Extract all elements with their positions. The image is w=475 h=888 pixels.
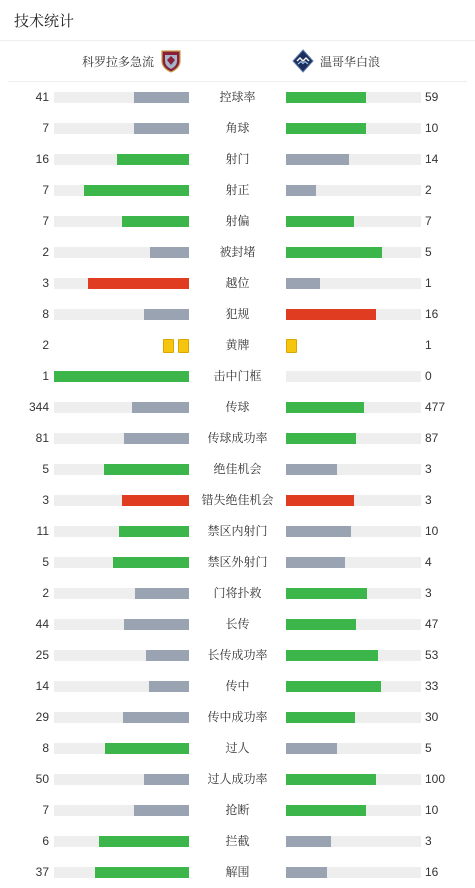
stat-row xyxy=(0,795,475,826)
away-stat-value: 16 xyxy=(425,865,439,879)
stat-row xyxy=(0,454,475,485)
home-stat-bar-fill xyxy=(149,681,190,692)
away-stat-bar xyxy=(286,433,421,444)
away-stat-bar xyxy=(286,92,421,103)
away-stat-value: 10 xyxy=(425,121,439,135)
away-stat-bar xyxy=(286,650,421,661)
stat-label: 犯规 xyxy=(225,307,250,321)
stat-label: 错失绝佳机会 xyxy=(201,493,274,507)
away-stat-bar-fill xyxy=(286,588,367,599)
home-stat-bar-fill xyxy=(144,774,189,785)
home-stat-bar-fill xyxy=(122,216,190,227)
stat-label: 击中门框 xyxy=(213,369,262,383)
away-stat-value: 59 xyxy=(425,90,439,104)
home-stat-value: 7 xyxy=(42,214,49,228)
home-stat-bar-fill xyxy=(54,371,189,382)
stat-row xyxy=(0,733,475,764)
away-stat-bar-fill xyxy=(286,836,331,847)
stat-label: 绝佳机会 xyxy=(213,462,262,476)
stat-label: 门将扑救 xyxy=(213,586,262,600)
away-stat-bar xyxy=(286,867,421,878)
home-stat-bar xyxy=(54,154,189,165)
home-stat-bar xyxy=(54,247,189,258)
stat-row xyxy=(0,299,475,330)
stat-row xyxy=(0,671,475,702)
stat-row xyxy=(0,175,475,206)
away-stat-bar xyxy=(286,154,421,165)
home-stat-bar xyxy=(54,402,189,413)
stat-row xyxy=(0,857,475,888)
away-stat-value: 5 xyxy=(425,245,432,259)
away-stat-value: 0 xyxy=(425,369,432,383)
away-stat-bar-fill xyxy=(286,433,356,444)
away-stat-value: 3 xyxy=(425,834,432,848)
home-stat-bar-fill xyxy=(150,247,189,258)
away-yellow-cards xyxy=(286,339,297,352)
home-stat-bar-fill xyxy=(134,92,189,103)
home-stat-bar xyxy=(54,774,189,785)
stat-label: 解围 xyxy=(225,865,250,879)
home-stat-bar-fill xyxy=(132,402,189,413)
stat-row xyxy=(0,764,475,795)
stat-row xyxy=(0,330,475,361)
stat-row xyxy=(0,237,475,268)
away-stat-bar-fill xyxy=(286,650,378,661)
home-stat-value: 44 xyxy=(35,617,49,631)
away-stat-bar-fill xyxy=(286,774,376,785)
home-stat-bar-fill xyxy=(105,743,189,754)
stat-label: 黄牌 xyxy=(225,338,250,352)
home-stat-bar xyxy=(54,867,189,878)
stat-label: 射偏 xyxy=(225,214,250,228)
stat-label: 禁区内射门 xyxy=(207,524,268,538)
away-stat-bar-fill xyxy=(286,712,355,723)
stat-label: 传球 xyxy=(225,400,250,414)
away-stat-value: 3 xyxy=(425,462,432,476)
stat-label: 过人 xyxy=(225,741,250,755)
home-stat-value: 8 xyxy=(42,307,49,321)
home-team xyxy=(82,49,182,73)
home-stat-bar xyxy=(54,433,189,444)
home-stat-value: 11 xyxy=(36,524,49,538)
home-stat-value: 7 xyxy=(42,121,49,135)
away-stat-bar xyxy=(286,836,421,847)
home-stat-bar-fill xyxy=(122,495,190,506)
stat-row xyxy=(0,206,475,237)
away-stat-value: 2 xyxy=(425,183,432,197)
stat-label: 传球成功率 xyxy=(207,431,268,445)
home-stat-bar xyxy=(54,123,189,134)
home-stat-bar xyxy=(54,712,189,723)
stat-row xyxy=(0,547,475,578)
away-stat-value: 3 xyxy=(425,493,432,507)
home-stat-bar-fill xyxy=(124,433,189,444)
yellow-card-icon xyxy=(286,339,297,353)
home-team-name: 科罗拉多急流 xyxy=(81,54,154,69)
home-stat-value: 37 xyxy=(35,865,49,879)
away-stat-value: 47 xyxy=(425,617,439,631)
away-stat-bar xyxy=(286,402,421,413)
home-stat-value: 1 xyxy=(42,369,49,383)
colorado-rapids-crest-icon xyxy=(160,49,182,73)
home-stat-bar-fill xyxy=(144,309,189,320)
away-stat-bar-fill xyxy=(286,216,354,227)
away-stat-value: 1 xyxy=(425,338,432,352)
stat-row xyxy=(0,392,475,423)
home-stat-bar-fill xyxy=(146,650,189,661)
stat-row xyxy=(0,268,475,299)
away-stat-bar xyxy=(286,216,421,227)
away-stat-bar xyxy=(286,185,421,196)
stat-label: 长传成功率 xyxy=(207,648,268,662)
stat-label: 传中成功率 xyxy=(207,710,268,724)
stat-row xyxy=(0,82,475,113)
home-stat-bar xyxy=(54,216,189,227)
home-stat-bar xyxy=(54,681,189,692)
away-stat-bar-fill xyxy=(286,619,356,630)
away-stat-value: 10 xyxy=(425,803,439,817)
away-stat-value: 1 xyxy=(425,276,432,290)
home-stat-value: 29 xyxy=(35,710,49,724)
home-stat-bar xyxy=(54,526,189,537)
away-stat-bar-fill xyxy=(286,154,349,165)
home-stat-value: 81 xyxy=(35,431,49,445)
away-stat-bar-fill xyxy=(286,526,351,537)
away-stat-value: 477 xyxy=(425,400,446,414)
home-stat-value: 7 xyxy=(42,803,49,817)
stat-row xyxy=(0,609,475,640)
away-stat-bar-fill xyxy=(286,402,364,413)
stat-label: 射正 xyxy=(225,183,250,197)
away-stat-bar xyxy=(286,247,421,258)
home-stat-bar-fill xyxy=(117,154,189,165)
home-stat-value: 7 xyxy=(42,183,49,197)
home-stat-bar xyxy=(54,92,189,103)
home-stat-bar-fill xyxy=(99,836,189,847)
stat-row xyxy=(0,144,475,175)
stat-label: 控球率 xyxy=(219,90,256,104)
away-stat-value: 87 xyxy=(425,431,439,445)
away-stat-value: 7 xyxy=(425,214,432,228)
away-stat-value: 16 xyxy=(425,307,439,321)
stat-label: 射门 xyxy=(225,152,250,166)
home-stat-value: 50 xyxy=(35,772,49,786)
home-stat-value: 3 xyxy=(42,493,49,507)
away-stat-bar xyxy=(286,619,421,630)
away-team xyxy=(292,49,380,73)
home-stat-value: 5 xyxy=(42,462,49,476)
away-stat-bar-fill xyxy=(286,185,316,196)
away-stat-bar xyxy=(286,681,421,692)
away-stat-bar xyxy=(286,774,421,785)
away-stat-bar xyxy=(286,123,421,134)
home-stat-bar-fill xyxy=(95,867,190,878)
away-stat-bar xyxy=(286,464,421,475)
away-stat-bar xyxy=(286,712,421,723)
away-stat-value: 10 xyxy=(425,524,439,538)
home-stat-value: 16 xyxy=(35,152,49,166)
away-stat-bar xyxy=(286,805,421,816)
away-stat-value: 53 xyxy=(425,648,439,662)
stat-row xyxy=(0,361,475,392)
away-stat-bar xyxy=(286,278,421,289)
stat-label: 角球 xyxy=(225,121,250,135)
away-stat-value: 30 xyxy=(425,710,439,724)
stat-row xyxy=(0,578,475,609)
away-team-name: 温哥华白浪 xyxy=(320,54,381,69)
stat-label: 拦截 xyxy=(225,834,250,848)
home-stat-bar-fill xyxy=(124,619,189,630)
home-stat-bar-fill xyxy=(88,278,189,289)
stat-label: 被封堵 xyxy=(219,245,256,259)
away-stat-bar xyxy=(286,526,421,537)
away-stat-value: 33 xyxy=(425,679,439,693)
home-stat-bar xyxy=(54,650,189,661)
away-stat-bar xyxy=(286,557,421,568)
stat-row xyxy=(0,826,475,857)
home-stat-bar xyxy=(54,464,189,475)
away-stat-value: 100 xyxy=(425,772,446,786)
stat-row xyxy=(0,640,475,671)
away-stat-bar-fill xyxy=(286,495,354,506)
home-stat-value: 8 xyxy=(42,741,49,755)
home-stat-value: 2 xyxy=(42,245,49,259)
team-header xyxy=(8,41,467,82)
stat-label: 越位 xyxy=(225,276,250,290)
stats-list xyxy=(0,82,475,888)
home-stat-bar-fill xyxy=(104,464,189,475)
stat-label: 抢断 xyxy=(225,803,250,817)
away-stat-bar-fill xyxy=(286,557,345,568)
vancouver-whitecaps-crest-icon xyxy=(292,49,314,73)
away-stat-value: 14 xyxy=(425,152,439,166)
yellow-card-icon xyxy=(163,339,174,353)
home-stat-bar xyxy=(54,557,189,568)
home-stat-value: 14 xyxy=(35,679,49,693)
away-stat-bar-fill xyxy=(286,867,327,878)
home-stat-value: 6 xyxy=(42,834,49,848)
away-stat-bar xyxy=(286,309,421,320)
away-stat-bar-fill xyxy=(286,123,366,134)
away-stat-bar xyxy=(286,371,421,382)
stat-row xyxy=(0,516,475,547)
stat-row xyxy=(0,485,475,516)
section-header xyxy=(0,0,475,41)
home-stat-bar xyxy=(54,619,189,630)
home-stat-bar-fill xyxy=(134,123,189,134)
home-stat-bar xyxy=(54,743,189,754)
yellow-card-icon xyxy=(178,339,189,353)
away-stat-bar xyxy=(286,743,421,754)
page-title: 技术统计 xyxy=(14,12,75,30)
away-stat-bar-fill xyxy=(286,278,320,289)
home-stat-bar xyxy=(54,309,189,320)
stat-label: 传中 xyxy=(225,679,250,693)
home-stat-bar xyxy=(54,371,189,382)
home-stat-bar-fill xyxy=(84,185,189,196)
away-stat-bar-fill xyxy=(286,805,366,816)
away-stat-value: 3 xyxy=(425,586,432,600)
home-stat-value: 5 xyxy=(42,555,49,569)
away-stat-bar-fill xyxy=(286,464,337,475)
home-stat-bar-fill xyxy=(119,526,189,537)
stat-row xyxy=(0,702,475,733)
home-stat-bar-fill xyxy=(135,588,189,599)
home-stat-bar xyxy=(54,495,189,506)
home-stat-value: 2 xyxy=(42,338,49,352)
home-stat-bar xyxy=(54,805,189,816)
home-stat-value: 41 xyxy=(35,90,49,104)
home-stat-bar-fill xyxy=(123,712,189,723)
away-stat-bar-fill xyxy=(286,681,381,692)
away-stat-value: 4 xyxy=(425,555,432,569)
away-stat-bar-fill xyxy=(286,743,337,754)
stat-row xyxy=(0,423,475,454)
home-stat-value: 2 xyxy=(42,586,49,600)
away-stat-bar-fill xyxy=(286,247,382,258)
stat-label: 过人成功率 xyxy=(207,772,268,786)
home-stat-bar xyxy=(54,588,189,599)
home-stat-value: 344 xyxy=(28,400,49,414)
home-stat-bar xyxy=(54,836,189,847)
home-stat-bar-fill xyxy=(134,805,189,816)
home-stat-value: 25 xyxy=(35,648,49,662)
away-stat-value: 5 xyxy=(425,741,432,755)
away-stat-bar xyxy=(286,495,421,506)
stat-label: 长传 xyxy=(225,617,250,631)
home-stat-bar xyxy=(54,278,189,289)
away-stat-bar xyxy=(286,588,421,599)
stat-label: 禁区外射门 xyxy=(207,555,268,569)
home-yellow-cards xyxy=(163,339,189,352)
away-stat-bar-fill xyxy=(286,92,366,103)
home-stat-value: 3 xyxy=(42,276,49,290)
stat-row xyxy=(0,113,475,144)
home-stat-bar-fill xyxy=(113,557,189,568)
home-stat-bar xyxy=(54,185,189,196)
away-stat-bar-fill xyxy=(286,309,376,320)
